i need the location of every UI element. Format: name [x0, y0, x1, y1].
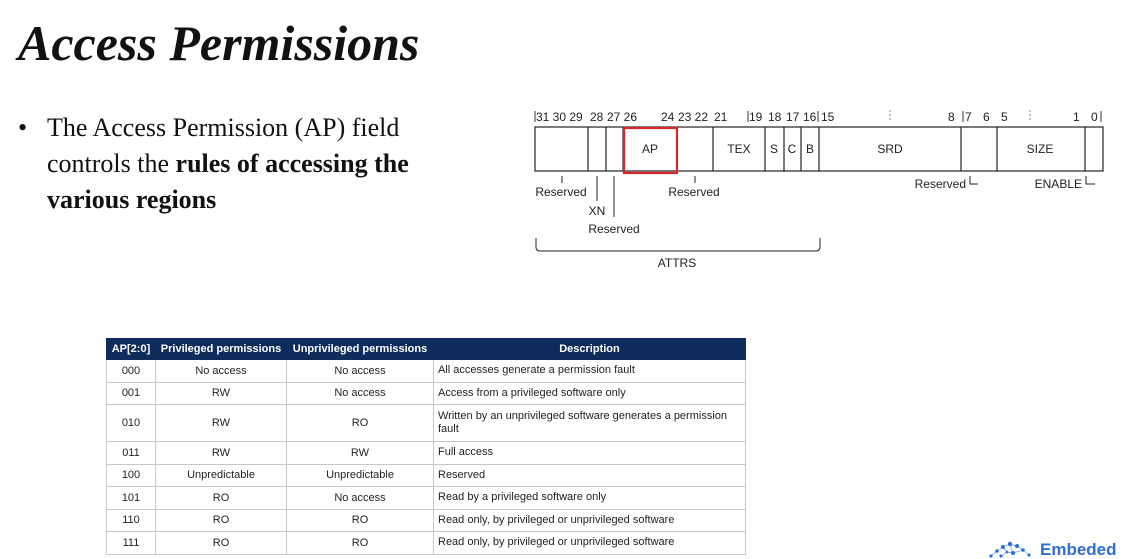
cell-privileged: RW: [156, 405, 287, 442]
field-b-label: B: [805, 142, 815, 156]
cell-privileged: No access: [156, 360, 287, 383]
callout-reserved-mid: Reserved: [668, 185, 720, 199]
cell-description: Access from a privileged software only: [434, 382, 746, 405]
cell-unprivileged: RW: [287, 442, 434, 465]
field-c-label: C: [787, 142, 797, 156]
slide-title: Access Permissions: [18, 15, 420, 71]
table-row: [107, 360, 746, 383]
cell-description: All accesses generate a permission fault: [434, 360, 746, 383]
callout-reserved-left: Reserved: [535, 185, 587, 199]
bullet-text-bold: rules of accessing the various regions: [47, 149, 409, 214]
cell-description: Reserved: [434, 464, 746, 487]
cell-privileged: RO: [156, 532, 287, 555]
bullet-text-plain: The Access Permission (AP) field controls the: [47, 113, 400, 178]
table-header-row: [107, 339, 746, 360]
cell-unprivileged: RO: [287, 532, 434, 555]
bit-label: 15: [821, 110, 835, 124]
bit-label: 24: [661, 110, 675, 124]
bullet-text: [47, 110, 467, 218]
cell-description: Written by an unprivileged software generates a permission fault: [434, 405, 746, 442]
bit-label: 7: [965, 110, 972, 124]
field-tex-label: TEX: [727, 142, 751, 156]
callout-enable: ENABLE: [1034, 177, 1082, 191]
cell-description: Read only, by privileged or unprivileged software: [434, 532, 746, 555]
bit-label: 18: [768, 110, 782, 124]
field-srd-label: SRD: [877, 142, 903, 156]
brand-name: Embeded: [1040, 540, 1117, 559]
cell-privileged: RO: [156, 509, 287, 532]
cell-ap: 000: [107, 360, 156, 383]
bit-label: 1: [1073, 110, 1080, 124]
bit-label: 8: [948, 110, 955, 124]
register-diagram-svg: [530, 106, 1110, 276]
cell-privileged: RW: [156, 442, 287, 465]
bit-label: 5: [1001, 110, 1008, 124]
table-row: [107, 382, 746, 405]
cell-description: Read only, by privileged or unprivileged software: [434, 509, 746, 532]
cell-description: Read by a privileged software only: [434, 487, 746, 510]
bit-label: 16: [803, 110, 817, 124]
cell-unprivileged: No access: [287, 487, 434, 510]
bit-label: 27 26: [607, 110, 638, 124]
cell-description: Full access: [434, 442, 746, 465]
cell-ap: 001: [107, 382, 156, 405]
cell-unprivileged: RO: [287, 405, 434, 442]
cell-privileged: RO: [156, 487, 287, 510]
bit-label: 23 22: [678, 110, 709, 124]
cell-ap: 100: [107, 464, 156, 487]
header-description: Description: [434, 339, 746, 360]
cell-unprivileged: Unpredictable: [287, 464, 434, 487]
cell-unprivileged: No access: [287, 382, 434, 405]
cell-unprivileged: RO: [287, 509, 434, 532]
bit-label: 28: [590, 110, 604, 124]
bit-label: 0: [1091, 110, 1098, 124]
header-privileged: Privileged permissions: [156, 339, 287, 360]
table-row: [107, 405, 746, 442]
callout-attrs: ATTRS: [657, 256, 697, 270]
field-size-label: SIZE: [1026, 142, 1054, 156]
bit-label: 19: [749, 110, 763, 124]
field-s-label: S: [769, 142, 779, 156]
header-ap: AP[2:0]: [107, 339, 156, 360]
cell-ap: 010: [107, 405, 156, 442]
cell-ap: 101: [107, 487, 156, 510]
register-diagram: [530, 106, 1110, 276]
access-permission-table: [106, 338, 746, 555]
header-unprivileged: Unprivileged permissions: [287, 339, 434, 360]
cell-ap: 011: [107, 442, 156, 465]
network-dots-icon: [985, 538, 1037, 559]
cell-ap: 111: [107, 532, 156, 555]
callout-xn: XN: [588, 204, 606, 218]
callout-reserved-right: Reserved: [914, 177, 966, 191]
table-row: [107, 487, 746, 510]
bullet-marker: •: [18, 113, 28, 142]
brand-logo: [985, 538, 1136, 559]
field-ap-label: AP: [641, 142, 659, 156]
cell-unprivileged: No access: [287, 360, 434, 383]
table-row: [107, 532, 746, 555]
table-row: [107, 509, 746, 532]
cell-privileged: RW: [156, 382, 287, 405]
bit-label: 21: [714, 110, 728, 124]
cell-privileged: Unpredictable: [156, 464, 287, 487]
bit-label: 31 30 29: [536, 110, 583, 124]
cell-ap: 110: [107, 509, 156, 532]
bit-label: 17: [786, 110, 800, 124]
callout-reserved-bottom: Reserved: [588, 222, 640, 236]
table-row: [107, 464, 746, 487]
bit-label: 6: [983, 110, 990, 124]
table-row: [107, 442, 746, 465]
